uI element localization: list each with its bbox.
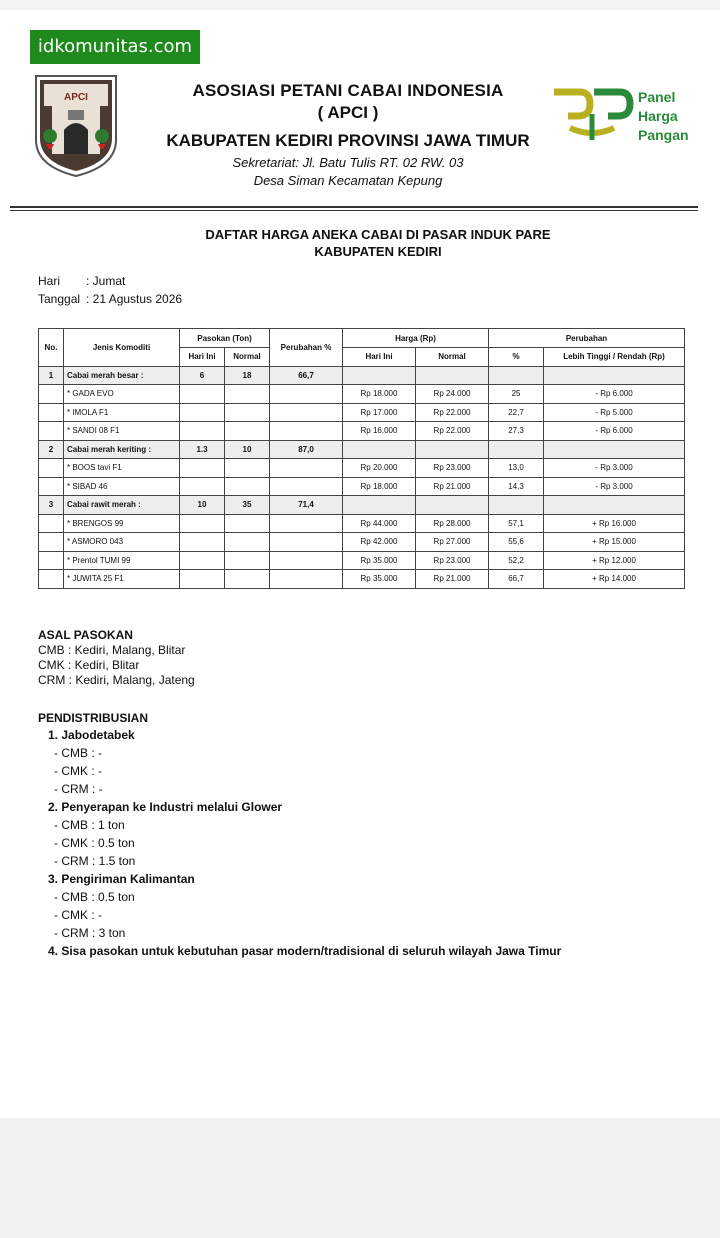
cell-supply-normal	[225, 533, 270, 552]
cell-supply-normal	[225, 477, 270, 496]
cell-supply-normal: 10	[225, 440, 270, 459]
distribution-sub-item: - CRM : -	[54, 782, 103, 796]
table-row	[39, 422, 685, 441]
cell-change-diff: - Rp 5.000	[544, 403, 685, 422]
cell-change-percent: 13,0	[489, 459, 544, 478]
cell-no	[39, 477, 64, 496]
cell-commodity: * SANDI 08 F1	[64, 422, 180, 441]
date-line	[38, 292, 182, 306]
col-no: No.	[39, 329, 64, 367]
cell-supply-change	[270, 551, 343, 570]
cell-no	[39, 551, 64, 570]
cell-price-normal: Rp 27.000	[416, 533, 489, 552]
cell-no	[39, 422, 64, 441]
address-line-2: Desa Siman Kecamatan Kepung	[253, 173, 443, 188]
cell-supply-normal	[225, 514, 270, 533]
col-price-today: Hari Ini	[343, 348, 416, 367]
cell-price-today: Rp 18.000	[343, 477, 416, 496]
cell-supply-change	[270, 533, 343, 552]
cell-commodity: * BRENGOS 99	[64, 514, 180, 533]
cell-price-normal: Rp 28.000	[416, 514, 489, 533]
cell-no	[39, 403, 64, 422]
day-line	[38, 274, 125, 288]
cell-price-normal: Rp 22.000	[416, 403, 489, 422]
distribution-sub-item: - CMK : -	[54, 908, 102, 922]
cell-supply-change	[270, 422, 343, 441]
cell-price-normal	[416, 440, 489, 459]
cell-price-normal: Rp 24.000	[416, 385, 489, 404]
cell-commodity: * JUWITA 25 F1	[64, 570, 180, 589]
cell-change-percent: 27,3	[489, 422, 544, 441]
cell-supply-today	[180, 477, 225, 496]
cell-price-today: Rp 16.000	[343, 422, 416, 441]
distribution-item: 2. Penyerapan ke Industri melalui Glower	[48, 800, 283, 814]
cell-supply-change: 87,0	[270, 440, 343, 459]
col-change-diff: Lebih Tinggi / Rendah (Rp)	[544, 348, 685, 367]
distribution-item: 3. Pengiriman Kalimantan	[48, 872, 195, 886]
cell-price-today	[343, 496, 416, 515]
watermark-label: idkomunitas.com	[30, 30, 200, 64]
origin-section	[38, 628, 195, 688]
cell-commodity: * GADA EVO	[64, 385, 180, 404]
apci-gate-emblem-icon	[30, 70, 122, 178]
date-value: : 21 Agustus 2026	[86, 292, 183, 306]
table-row	[39, 533, 685, 552]
cell-supply-today	[180, 514, 225, 533]
category-row	[39, 440, 685, 459]
price-table	[38, 328, 685, 589]
day-label: Hari	[38, 274, 61, 288]
origin-line: CRM : Kediri, Malang, Jateng	[38, 673, 195, 687]
cell-change-percent	[489, 440, 544, 459]
cell-supply-change	[270, 459, 343, 478]
cell-change-percent: 22,7	[489, 403, 544, 422]
cell-price-today: Rp 20.000	[343, 459, 416, 478]
cell-supply-today	[180, 385, 225, 404]
brand-line-3: Pangan	[638, 127, 689, 143]
cell-supply-today	[180, 570, 225, 589]
cell-price-today	[343, 366, 416, 385]
cell-no	[39, 514, 64, 533]
col-supply-today: Hari Ini	[180, 348, 225, 367]
cell-supply-change	[270, 477, 343, 496]
cell-change-percent	[489, 366, 544, 385]
table-row	[39, 570, 685, 589]
day-value: : Jumat	[86, 274, 126, 288]
cell-supply-normal	[225, 422, 270, 441]
cell-commodity: * BOOS tavi F1	[64, 459, 180, 478]
cell-change-diff	[544, 440, 685, 459]
cell-change-diff: + Rp 16.000	[544, 514, 685, 533]
title-line-1: DAFTAR HARGA ANEKA CABAI DI PASAR INDUK PARE	[205, 227, 551, 242]
cell-price-today: Rp 18.000	[343, 385, 416, 404]
cell-price-today: Rp 17.000	[343, 403, 416, 422]
col-commodity: Jenis Komoditi	[64, 329, 180, 367]
cell-price-today: Rp 44.000	[343, 514, 416, 533]
cell-change-percent: 55,6	[489, 533, 544, 552]
cell-supply-today: 6	[180, 366, 225, 385]
org-name: ASOSIASI PETANI CABAI INDONESIA	[192, 81, 504, 100]
cell-price-normal: Rp 21.000	[416, 477, 489, 496]
category-row	[39, 366, 685, 385]
origin-line: CMB : Kediri, Malang, Blitar	[38, 643, 186, 657]
distribution-section	[38, 710, 698, 960]
cell-supply-today	[180, 533, 225, 552]
cell-change-percent: 57,1	[489, 514, 544, 533]
cell-no: 3	[39, 496, 64, 515]
distribution-sub-item: - CMB : 1 ton	[54, 818, 125, 832]
cell-change-diff	[544, 366, 685, 385]
cell-supply-today	[180, 403, 225, 422]
brand-line-1: Panel	[638, 89, 676, 105]
col-supply-normal: Normal	[225, 348, 270, 367]
cell-no: 1	[39, 366, 64, 385]
cell-no	[39, 385, 64, 404]
cell-price-today: Rp 42.000	[343, 533, 416, 552]
cell-supply-change: 66,7	[270, 366, 343, 385]
distribution-item: 1. Jabodetabek	[48, 728, 135, 742]
distribution-item: 4. Sisa pasokan untuk kebutuhan pasar modern/tradisional di seluruh wilayah Jawa Timur	[48, 944, 562, 958]
header-divider-thin	[10, 210, 698, 211]
cell-supply-change	[270, 570, 343, 589]
cell-price-normal: Rp 21.000	[416, 570, 489, 589]
document-title	[60, 226, 696, 260]
table-row	[39, 551, 685, 570]
col-supply-change: Perubahan %	[270, 329, 343, 367]
table-row	[39, 514, 685, 533]
category-row	[39, 496, 685, 515]
origin-line: CMK : Kediri, Blitar	[38, 658, 140, 672]
org-region: KABUPATEN KEDIRI PROVINSI JAWA TIMUR	[166, 131, 530, 150]
cell-change-diff: + Rp 15.000	[544, 533, 685, 552]
distribution-sub-item: - CRM : 1.5 ton	[54, 854, 136, 868]
cell-supply-change	[270, 514, 343, 533]
brand-line-2: Harga	[638, 108, 678, 124]
cell-supply-normal: 18	[225, 366, 270, 385]
cell-no	[39, 459, 64, 478]
cell-change-diff: - Rp 6.000	[544, 385, 685, 404]
cell-price-normal: Rp 22.000	[416, 422, 489, 441]
col-change: Perubahan	[489, 329, 685, 348]
cell-change-diff: - Rp 6.000	[544, 422, 685, 441]
apci-logo-text: APCI	[64, 92, 88, 103]
cell-change-percent: 66,7	[489, 570, 544, 589]
cell-commodity: * SIBAD 46	[64, 477, 180, 496]
cell-supply-normal	[225, 403, 270, 422]
cell-price-normal	[416, 496, 489, 515]
cell-supply-today: 1.3	[180, 440, 225, 459]
cell-commodity: Cabai merah keriting :	[64, 440, 180, 459]
address-line-1: Sekretariat: Jl. Batu Tulis RT. 02 RW. 03	[232, 155, 464, 170]
cell-supply-change: 71,4	[270, 496, 343, 515]
panel-harga-pangan-text	[638, 88, 689, 145]
distribution-sub-item: - CMK : 0.5 ton	[54, 836, 135, 850]
cell-commodity: * Prentol TUMI 99	[64, 551, 180, 570]
cell-supply-normal	[225, 385, 270, 404]
cell-supply-today	[180, 459, 225, 478]
cell-price-normal: Rp 23.000	[416, 459, 489, 478]
cell-commodity: Cabai rawit merah :	[64, 496, 180, 515]
cell-supply-normal: 35	[225, 496, 270, 515]
cell-change-diff: - Rp 3.000	[544, 459, 685, 478]
cell-supply-today: 10	[180, 496, 225, 515]
cell-change-diff: - Rp 3.000	[544, 477, 685, 496]
distribution-sub-item: - CRM : 3 ton	[54, 926, 126, 940]
origin-title: ASAL PASOKAN	[38, 628, 133, 642]
title-line-2: KABUPATEN KEDIRI	[314, 244, 442, 259]
header-divider	[10, 206, 698, 208]
cell-commodity: * ASMORO 043	[64, 533, 180, 552]
cell-price-normal	[416, 366, 489, 385]
distribution-sub-item: - CMB : 0.5 ton	[54, 890, 135, 904]
cell-supply-change	[270, 403, 343, 422]
cell-no	[39, 533, 64, 552]
col-price-normal: Normal	[416, 348, 489, 367]
cell-change-percent	[489, 496, 544, 515]
cell-supply-change	[270, 385, 343, 404]
col-price: Harga (Rp)	[343, 329, 489, 348]
distribution-title: PENDISTRIBUSIAN	[38, 711, 149, 725]
table-row	[39, 385, 685, 404]
table-row	[39, 459, 685, 478]
cell-no: 2	[39, 440, 64, 459]
cell-supply-today	[180, 422, 225, 441]
cell-change-percent: 52,2	[489, 551, 544, 570]
cell-price-today: Rp 35.000	[343, 551, 416, 570]
cell-price-normal: Rp 23.000	[416, 551, 489, 570]
table-row	[39, 403, 685, 422]
cell-supply-today	[180, 551, 225, 570]
date-label: Tanggal	[38, 292, 81, 306]
cell-commodity: Cabai merah besar :	[64, 366, 180, 385]
cell-supply-normal	[225, 551, 270, 570]
cell-change-diff: + Rp 14.000	[544, 570, 685, 589]
cell-supply-normal	[225, 570, 270, 589]
cell-price-today	[343, 440, 416, 459]
cell-change-diff	[544, 496, 685, 515]
letterhead	[130, 80, 566, 190]
cell-change-percent: 14,3	[489, 477, 544, 496]
distribution-sub-item: - CMK : -	[54, 764, 102, 778]
cell-change-diff: + Rp 12.000	[544, 551, 685, 570]
cell-no	[39, 570, 64, 589]
col-supply: Pasokan (Ton)	[180, 329, 270, 348]
col-change-percent: %	[489, 348, 544, 367]
distribution-sub-item: - CMB : -	[54, 746, 102, 760]
panel-harga-pangan-logo	[550, 84, 700, 148]
cell-change-percent: 25	[489, 385, 544, 404]
cell-supply-normal	[225, 459, 270, 478]
org-abbr: ( APCI )	[317, 103, 379, 122]
table-row	[39, 477, 685, 496]
cell-commodity: * IMOLA F1	[64, 403, 180, 422]
footer-band	[0, 1118, 720, 1238]
cell-price-today: Rp 35.000	[343, 570, 416, 589]
